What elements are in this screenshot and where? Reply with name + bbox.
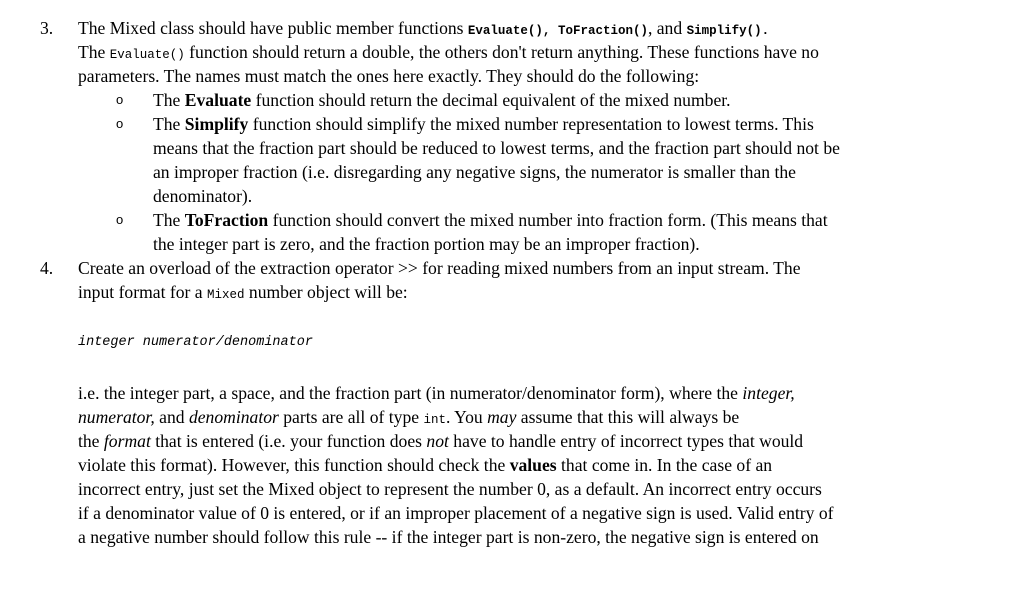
bullet-text: The ToFraction function should convert the mixed number into fraction form. (This means that xyxy=(153,210,828,230)
code-simplify: Simplify() xyxy=(686,24,762,38)
text-line: a negative number should follow this rule -- if the integer part is non-zero, the negative sign is entered on xyxy=(78,527,819,547)
text-line: violate this format). However, this function should check the values that come in. In the case of an xyxy=(78,455,773,475)
code-tofraction: ToFraction() xyxy=(557,24,648,38)
text-line: input format for a Mixed number object will be: xyxy=(78,282,408,302)
bullet-text: The Simplify function should simplify the mixed number representation to lowest terms. This xyxy=(153,114,814,134)
code-mixed: Mixed xyxy=(206,288,245,302)
list-number: 3. xyxy=(40,18,54,38)
text-line: The Evaluate() function should return a double, the others don't return anything. These functions have no xyxy=(78,42,819,62)
text-line: i.e. the integer part, a space, and the fraction part (in numerator/denominator form), where the integer, xyxy=(78,383,795,403)
list-number: 4. xyxy=(40,258,54,278)
text-line: parameters. The names must match the ones here exactly. They should do the following: xyxy=(78,66,700,86)
code-example: integer numerator/denominator xyxy=(78,335,313,350)
text-line: incorrect entry, just set the Mixed object to represent the number 0, as a default. An incorrect entry occurs xyxy=(78,479,822,499)
bullet-icon: o xyxy=(116,116,124,131)
bullet-text-continued: an improper fraction (i.e. disregarding any negative signs, the numerator is smaller than the xyxy=(153,162,796,182)
bullet-icon: o xyxy=(116,92,124,107)
code-evaluate: Evaluate() xyxy=(467,24,543,38)
bullet-icon: o xyxy=(116,212,124,227)
code-int: int xyxy=(423,413,446,427)
bullet-text-continued: the integer part is zero, and the fraction portion may be an improper fraction). xyxy=(153,234,700,254)
text-line: The Mixed class should have public member functions Evaluate(), ToFraction(), and Simplify(). xyxy=(78,18,770,38)
text-line: the format that is entered (i.e. your function does not have to handle entry of incorrect types that would xyxy=(78,431,804,451)
text-line: Create an overload of the extraction operator >> for reading mixed numbers from an input stream. The xyxy=(78,258,801,278)
text-line: numerator, and denominator parts are all of type int. You may assume that this will always be xyxy=(78,407,740,427)
text-line: if a denominator value of 0 is entered, or if an improper placement of a negative sign is used. Valid entry of xyxy=(78,503,834,523)
code-evaluate: Evaluate() xyxy=(109,48,185,62)
bullet-text-continued: denominator). xyxy=(153,186,253,206)
bullet-text: The Evaluate function should return the decimal equivalent of the mixed number. xyxy=(153,90,731,110)
bullet-text-continued: means that the fraction part should be reduced to lowest terms, and the fraction part should not be xyxy=(153,138,840,158)
